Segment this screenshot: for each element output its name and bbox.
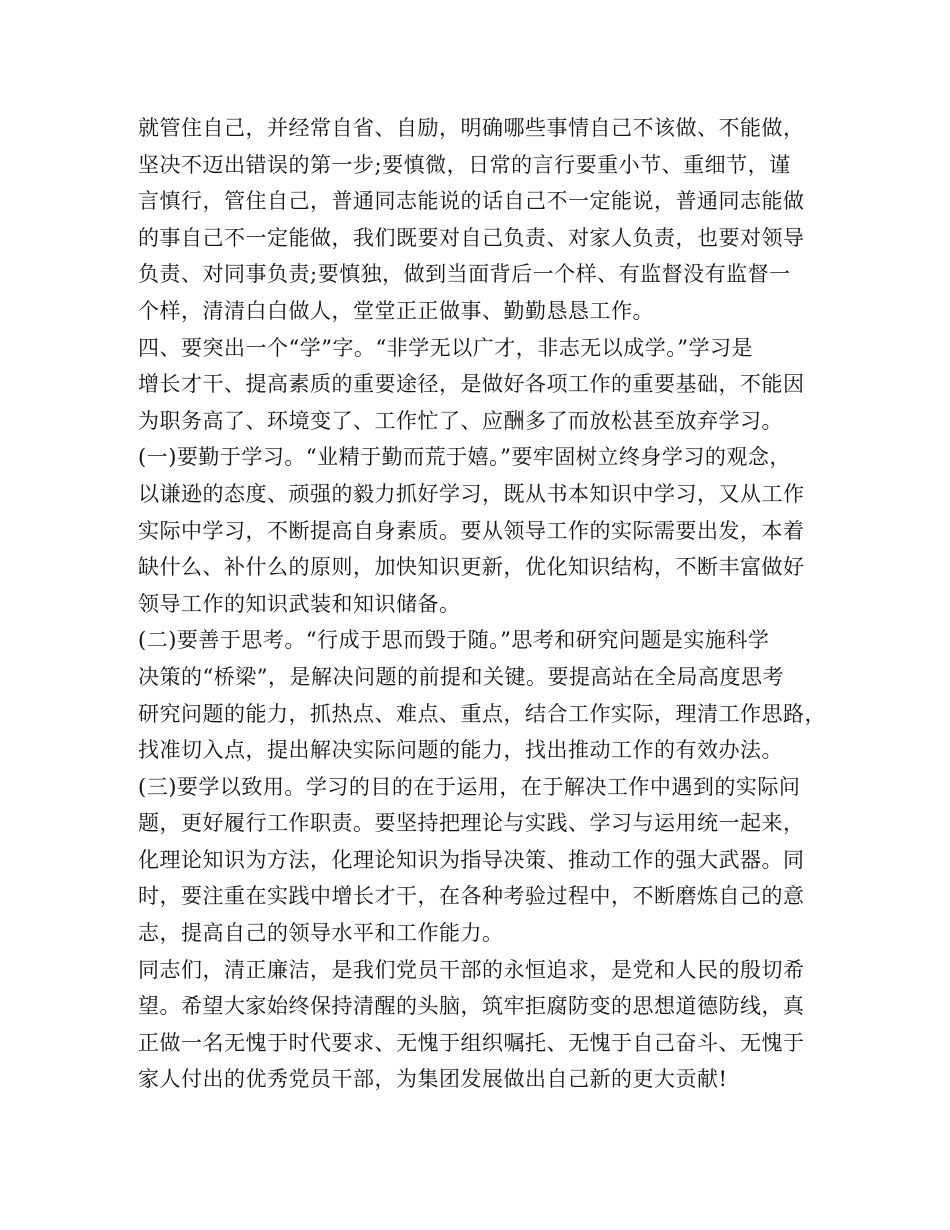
text-line: 坚决不迈出错误的第一步;要慎微，日常的言行要重小节、重细节，谨 [138, 152, 791, 177]
text-line: 找准切入点，提出解决实际问题的能力，找出推动工作的有效办法。 [138, 738, 783, 763]
text-line: 研究问题的能力，抓热点、难点、重点，结合工作实际，理清工作思路， [138, 701, 826, 726]
text-line: 决策的“桥梁”，是解决问题的前提和关键。要提高站在全局高度思考 [138, 664, 784, 689]
text-line: 望。希望大家始终保持清醒的头脑，筑牢拒腐防变的思想道德防线，真 [138, 994, 805, 1019]
text-line: 的事自己不一定能做，我们既要对自己负责、对家人负责，也要对领导 [138, 225, 805, 250]
text-line: 实际中学习，不断提高自身素质。要从领导工作的实际需要出发，本着 [138, 518, 805, 543]
subsection-line: (三)要学以致用。学习的目的在于运用，在于解决工作中遇到的实际问 [138, 774, 801, 799]
text-line: 题，更好履行工作职责。要坚持把理论与实践、学习与运用统一起来， [138, 811, 805, 836]
text-line: 家人付出的优秀党员干部，为集团发展做出自己新的更大贡献! [138, 1067, 728, 1092]
text-line: 言慎行，管住自己，普通同志能说的话自己不一定能说，普通同志能做 [138, 189, 805, 214]
text-line: 志，提高自己的领导水平和工作能力。 [138, 921, 504, 946]
text-line: 增长才干、提高素质的重要途径，是做好各项工作的重要基础，不能因 [138, 372, 805, 397]
text-line: 负责、对同事负责;要慎独，做到当面背后一个样、有监督没有监督一 [138, 262, 791, 287]
text-line: 领导工作的知识武装和知识储备。 [138, 591, 461, 616]
subsection-line: (一)要勤于学习。“业精于勤而荒于嬉。”要牢固树立终身学习的观念， [138, 445, 791, 470]
text-line: 时，要注重在实践中增长才干，在各种考验过程中，不断磨炼自己的意 [138, 884, 805, 909]
section-heading-line: 四、要突出一个“学”字。“非学无以广才，非志无以成学。”学习是 [138, 335, 753, 360]
text-line: 为职务高了、环境变了、工作忙了、应酬多了而放松甚至放弃学习。 [138, 408, 783, 433]
text-line: 化理论知识为方法，化理论知识为指导决策、推动工作的强大武器。同 [138, 847, 805, 872]
subsection-line: (二)要善于思考。“行成于思而毁于随。”思考和研究问题是实施科学 [138, 628, 770, 653]
text-line: 缺什么、补什么的原则，加快知识更新，优化知识结构，不断丰富做好 [138, 555, 805, 580]
document-body [138, 110, 828, 1098]
closing-line: 同志们，清正廉洁，是我们党员干部的永恒追求，是党和人民的殷切希 [138, 957, 805, 982]
text-line: 正做一名无愧于时代要求、无愧于组织嘱托、无愧于自己奋斗、无愧于 [138, 1030, 805, 1055]
text-line: 以谦逊的态度、顽强的毅力抓好学习，既从书本知识中学习，又从工作 [138, 481, 805, 506]
text-line: 个样，清清白白做人，堂堂正正做事、勤勤恳恳工作。 [138, 298, 654, 323]
text-line: 就管住自己，并经常自省、自励，明确哪些事情自己不该做、不能做， [138, 116, 805, 140]
